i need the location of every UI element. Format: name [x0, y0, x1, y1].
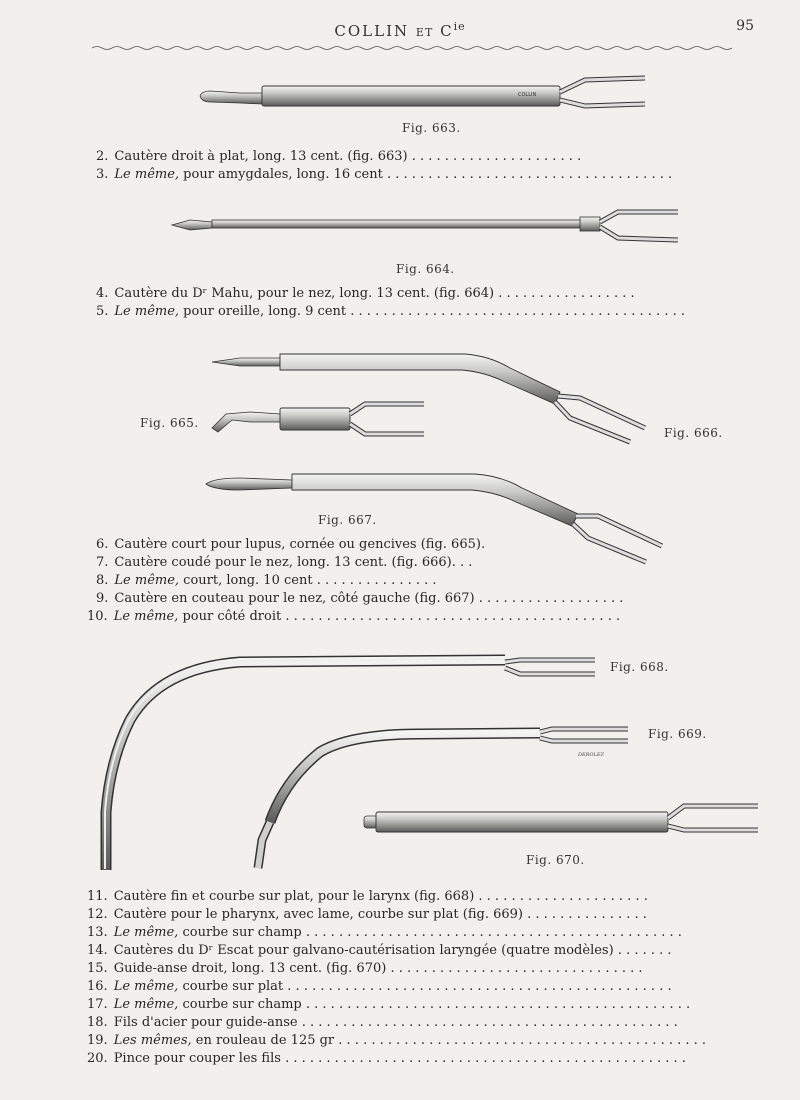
list-item: 11. Cautère fin et courbe sur plat, pour le larynx (fig. 668) . . . . . . . . . . . . . . . . . . . . . — [87, 889, 648, 904]
cautery-668-drawing — [105, 659, 595, 870]
list-item: 5. Le même, pour oreille, long. 9 cent . . . . . . . . . . . . . . . . . . . . . . . . . . . . . . . . . . . . . . . . . — [96, 304, 685, 319]
list-item: 3. Le même, pour amygdales, long. 16 cent . . . . . . . . . . . . . . . . . . . . . . . . . . . . . . . . . . . — [96, 167, 673, 182]
list-item: 18. Fils d'acier pour guide-anse . . . . . . . . . . . . . . . . . . . . . . . . . . . . . . . . . . . . . . . . . . . . . . — [87, 1015, 678, 1030]
list-item: 6. Cautère court pour lupus, cornée ou gencives (fig. 665). — [96, 537, 486, 552]
list-item: 8. Le même, court, long. 10 cent . . . . . . . . . . . . . . . — [96, 573, 437, 588]
header-c: C — [440, 22, 454, 40]
fig-668-caption: Fig. 668. — [610, 660, 669, 674]
list-item: 4. Cautère du Dʳ Mahu, pour le nez, long. 13 cent. (fig. 664) . . . . . . . . . . . . . . . . . — [96, 286, 635, 301]
list-item: 17. Le même, courbe sur champ . . . . . . . . . . . . . . . . . . . . . . . . . . . . . . . . . . . . . . . . . . . . . . . — [87, 997, 691, 1012]
list-item: 16. Le même, courbe sur plat . . . . . . . . . . . . . . . . . . . . . . . . . . . . . . . . . . . . . . . . . . . . . . . — [87, 979, 672, 994]
page-number: 95 — [736, 18, 754, 34]
cautery-666-drawing — [212, 354, 645, 442]
cautery-669-drawing — [258, 729, 628, 868]
list-item: 9. Cautère en couteau pour le nez, côté gauche (fig. 667) . . . . . . . . . . . . . . . . . . — [96, 591, 624, 606]
fig-663-caption: Fig. 663. — [402, 121, 461, 135]
fig-667-caption: Fig. 667. — [318, 513, 377, 527]
fig-669-caption: Fig. 669. — [648, 727, 707, 741]
guide-anse-670-drawing — [364, 806, 758, 832]
cautery-663-drawing — [200, 78, 645, 106]
cautery-665-drawing — [212, 404, 424, 434]
header-brand: COLLIN — [334, 22, 410, 40]
list-item: 7. Cautère coudé pour le nez, long. 13 cent. (fig. 666). . . — [96, 555, 473, 570]
engraver-mark: DEROLEZ — [578, 752, 604, 758]
list-item: 13. Le même, courbe sur champ . . . . . . . . . . . . . . . . . . . . . . . . . . . . . . . . . . . . . . . . . . . . . . — [87, 925, 682, 940]
list-item: 12. Cautère pour le pharynx, avec lame, courbe sur plat (fig. 669) . . . . . . . . . . . . . . . — [87, 907, 647, 922]
list-item: 14. Cautères du Dʳ Escat pour galvano-cautérisation laryngée (quatre modèles) . . . . . . . — [87, 943, 672, 958]
header-ie: ie — [453, 20, 466, 33]
list-item: 10. Le même, pour côté droit . . . . . . . . . . . . . . . . . . . . . . . . . . . . . . . . . . . . . . . . . — [87, 609, 621, 624]
list-item: 20. Pince pour couper les fils . . . . . . . . . . . . . . . . . . . . . . . . . . . . . . . . . . . . . . . . . . . . . . . . . — [87, 1051, 686, 1066]
fig-670-caption: Fig. 670. — [526, 853, 585, 867]
list-item: 15. Guide-anse droit, long. 13 cent. (fig. 670) . . . . . . . . . . . . . . . . . . . . . . . . . . . . . . . — [87, 961, 643, 976]
cautery-664-drawing — [172, 212, 678, 240]
list-item: 19. Les mêmes, en rouleau de 125 gr . . . . . . . . . . . . . . . . . . . . . . . . . . . . . . . . . . . . . . . . . . . . . — [87, 1033, 707, 1048]
fig-664-caption: Fig. 664. — [396, 262, 455, 276]
maker-mark: COLLIN — [518, 92, 537, 98]
header-et: ET — [415, 26, 434, 39]
fig-665-caption: Fig. 665. — [140, 416, 199, 430]
fig-666-caption: Fig. 666. — [664, 426, 723, 440]
list-item: 2. Cautère droit à plat, long. 13 cent. (fig. 663) . . . . . . . . . . . . . . . . . . . . . — [96, 149, 582, 164]
